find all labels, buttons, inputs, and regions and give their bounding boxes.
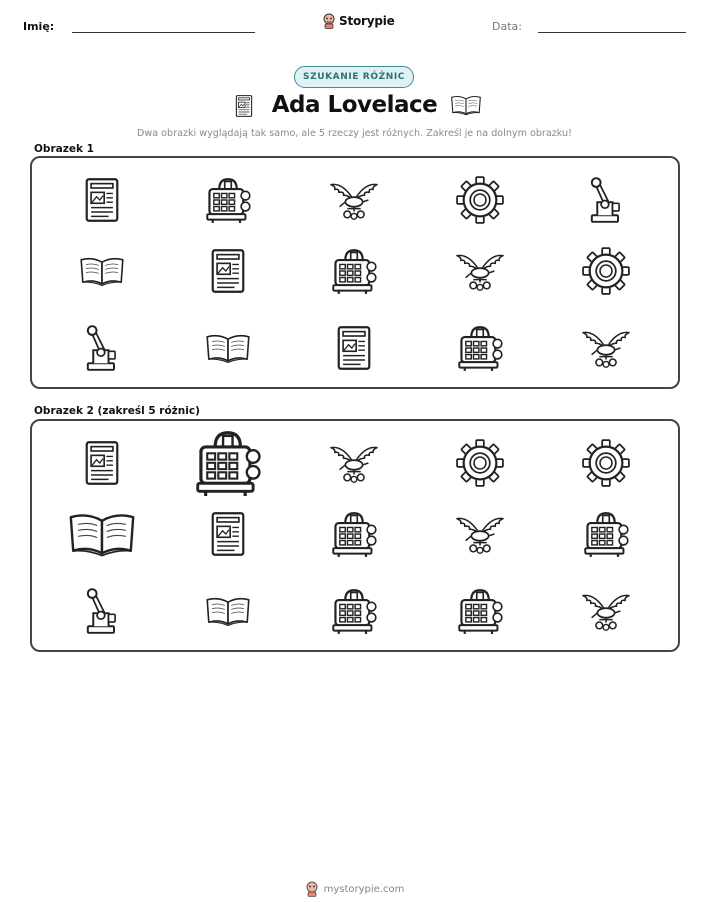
footer — [0, 881, 709, 897]
calculating-machine-icon[interactable] — [330, 587, 378, 635]
lever-icon[interactable] — [78, 324, 126, 372]
open-book-icon[interactable] — [78, 247, 126, 295]
open-book-icon — [449, 94, 483, 116]
calculating-machine-icon[interactable] — [582, 510, 630, 558]
storypie-logo — [322, 13, 395, 29]
calculating-machine-icon[interactable] — [193, 428, 263, 498]
picture2-label: Obrazek 2 (zakreśl 5 różnic) — [34, 405, 200, 417]
gear-icon[interactable] — [582, 439, 630, 487]
calculating-machine-icon[interactable] — [330, 247, 378, 295]
instructions: Dwa obrazki wyglądają tak samo, ale 5 rzeczy jest różnych. Zakreśl je na dolnym obrazku! — [137, 128, 572, 139]
calculating-machine-icon[interactable] — [330, 510, 378, 558]
newspaper-icon[interactable] — [330, 324, 378, 372]
calculating-machine-icon[interactable] — [204, 176, 252, 224]
gear-icon[interactable] — [582, 247, 630, 295]
newspaper-icon[interactable] — [204, 510, 252, 558]
newspaper-icon[interactable] — [204, 247, 252, 295]
name-line[interactable] — [72, 32, 255, 33]
flying-machine-icon[interactable] — [582, 324, 630, 372]
open-book-icon[interactable] — [204, 324, 252, 372]
lever-icon[interactable] — [78, 587, 126, 635]
newspaper-icon[interactable] — [78, 439, 126, 487]
picture1-label: Obrazek 1 — [34, 143, 94, 155]
flying-machine-icon[interactable] — [330, 176, 378, 224]
date-line[interactable] — [538, 32, 686, 33]
logo-text: Storypie — [339, 14, 395, 28]
newspaper-icon[interactable] — [78, 176, 126, 224]
lever-icon[interactable] — [582, 176, 630, 224]
calculating-machine-icon[interactable] — [456, 587, 504, 635]
gear-icon[interactable] — [456, 439, 504, 487]
flying-machine-icon[interactable] — [456, 247, 504, 295]
footer-site[interactable]: mystorypie.com — [323, 883, 405, 895]
open-book-icon[interactable] — [66, 498, 138, 570]
name-label: Imię: — [23, 20, 55, 33]
activity-badge: SZUKANIE RÓŻNIC — [294, 66, 414, 88]
flying-machine-icon[interactable] — [582, 587, 630, 635]
gear-icon[interactable] — [456, 176, 504, 224]
flying-machine-icon[interactable] — [330, 439, 378, 487]
page-title: Ada Lovelace — [271, 92, 438, 118]
date-label: Data: — [492, 20, 522, 33]
picture2-panel[interactable] — [30, 419, 680, 652]
open-book-icon[interactable] — [204, 587, 252, 635]
storypie-mascot-icon — [305, 881, 319, 897]
calculating-machine-icon[interactable] — [456, 324, 504, 372]
storypie-mascot-icon — [322, 13, 336, 29]
picture1-panel[interactable] — [30, 156, 680, 389]
flying-machine-icon[interactable] — [456, 510, 504, 558]
